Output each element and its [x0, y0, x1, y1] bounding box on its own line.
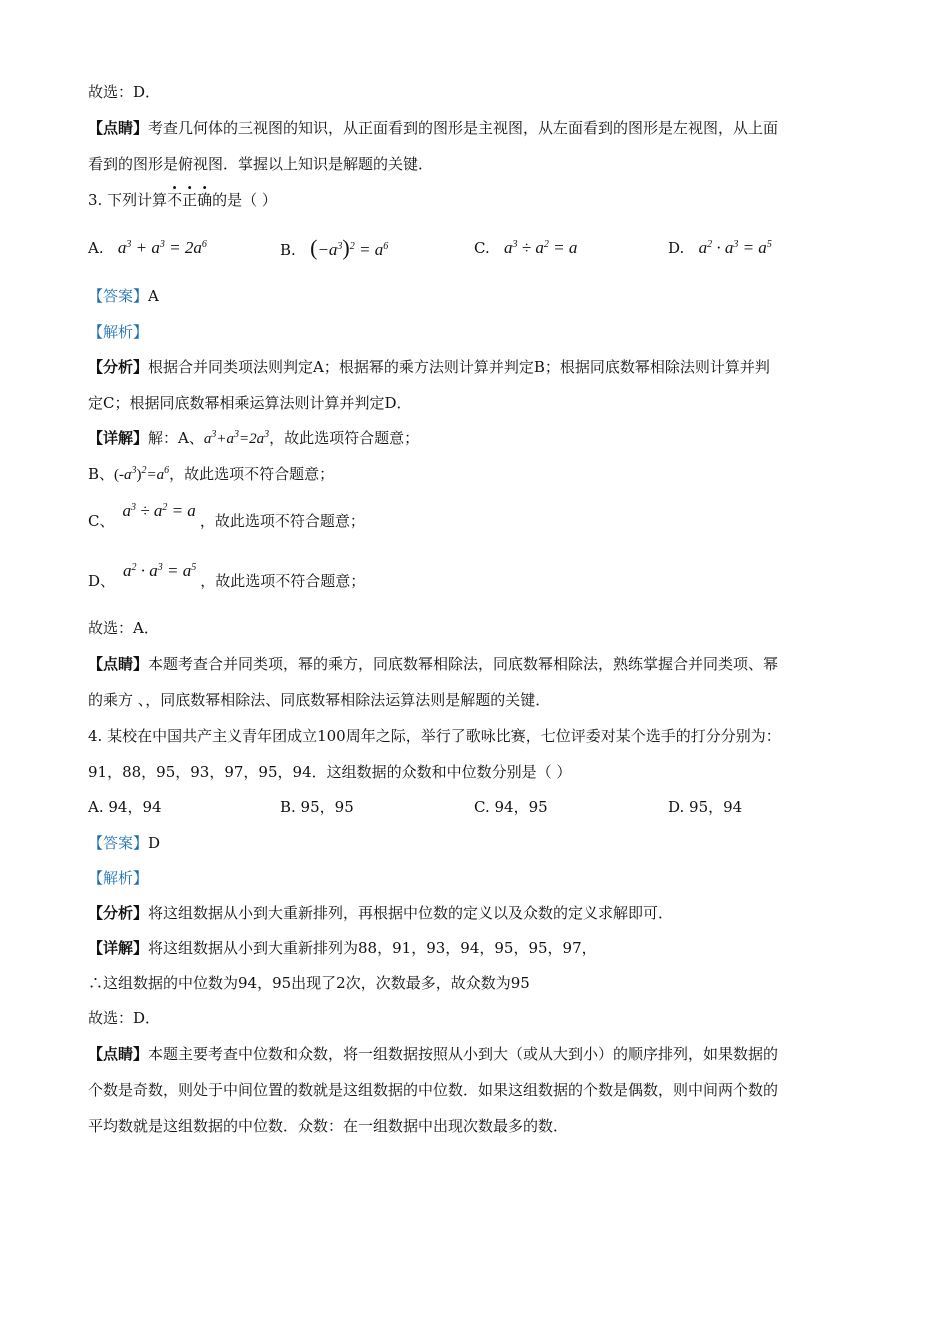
q3-detail-b-formula: $(-a^3)^2=a^6$: [114, 465, 170, 483]
q2-comment-tag: 【点睛】: [88, 119, 149, 137]
q3-detail-c-prefix: C、: [88, 512, 115, 530]
q4-detail: [88, 938, 597, 958]
q4-option-d: D. 95，94: [668, 798, 743, 816]
q4-comment-line-3: 平均数就是这组数据的中位数．众数：在一组数据中出现次数最多的数．: [88, 1117, 569, 1135]
q3-detail-d: [88, 561, 366, 591]
q2-comment-line-1: [88, 118, 778, 138]
q3-option-c-formula: $a^3 \div a^2 = a$: [504, 238, 578, 257]
q3-detail-a-suffix: ，故此选项符合题意；: [269, 429, 420, 447]
q3-fenxi-line-2: 定C；根据同底数幂相乘运算法则计算并判定D．: [88, 394, 412, 412]
q4-answer-tag: 【答案】: [88, 834, 149, 852]
q3-detail-c: [88, 501, 365, 531]
q4-analysis-tag: 【解析】: [88, 869, 149, 887]
q3-detail-c-formula: $a^3 \div a^2 = a$: [122, 501, 196, 520]
q3-option-c-label: C.: [474, 239, 490, 257]
q4-fenxi: [88, 903, 673, 923]
q2-comment-line-2: 看到的图形是俯视图．掌握以上知识是解题的关键．: [88, 155, 434, 173]
q4-detail-text: 将这组数据从小到大重新排列为88，91，93，94，95，95，97，: [148, 939, 597, 957]
q3-answer-value: A: [148, 287, 159, 305]
q4-fenxi-text: 将这组数据从小到大重新排列，再根据中位数的定义以及众数的定义求解即可．: [148, 904, 674, 922]
q3-fenxi-tag: 【分析】: [88, 358, 149, 376]
q3-detail-a: [88, 428, 419, 449]
q4-stem-line-2: 91，88，95，93，97，95，94．这组数据的众数和中位数分别是（ ）: [88, 763, 572, 781]
q3-analysis-tag: 【解析】: [88, 323, 149, 341]
q3-fenxi-text-1: 根据合并同类项法则判定A；根据幂的乘方法则计算并判定B；根据同底数幂相除法则计算并判: [148, 358, 770, 376]
q4-option-b: B. 95，95: [280, 798, 354, 816]
q3-emphasis-char-1: 不: [167, 191, 183, 209]
q3-option-d-label: D.: [668, 239, 685, 257]
q3-detail-a-prefix: 解：A、: [148, 429, 204, 447]
q3-answer: [88, 286, 159, 306]
q3-detail-tag: 【详解】: [88, 429, 149, 447]
q3-detail-b: [88, 464, 334, 485]
q3-detail-d-formula: $a^2 \cdot a^3 = a^5$: [123, 561, 197, 580]
q4-therefore: ∴这组数据的中位数为94，95出现了2次，次数最多，故众数为95: [88, 974, 530, 992]
q4-comment-line-1: [88, 1044, 778, 1064]
q4-option-c: C. 94，95: [474, 798, 548, 816]
q4-stem-line-1: 4. 某校在中国共产主义青年团成立100周年之际，举行了歌咏比赛，七位评委对某个选手的打分分别为：: [88, 727, 781, 745]
q4-comment-text-1: 本题主要考查中位数和众数，将一组数据按照从小到大（或从大到小）的顺序排列，如果数据的: [148, 1045, 779, 1063]
q3-option-d: [668, 238, 772, 258]
q4-answer: [88, 833, 160, 853]
q3-option-b-formula: $(-a^3)^2 = a^6$: [310, 235, 389, 260]
q3-detail-b-prefix: B、: [88, 465, 115, 483]
q3-comment-tag: 【点睛】: [88, 655, 149, 673]
q4-detail-tag: 【详解】: [88, 939, 149, 957]
q3-fenxi-line-1: [88, 357, 770, 377]
q4-fenxi-tag: 【分析】: [88, 904, 149, 922]
q3-stem: [88, 190, 277, 210]
q3-detail-c-suffix: ，故此选项不符合题意；: [199, 512, 365, 530]
q3-comment-line-1: [88, 654, 778, 674]
q2-comment-text-1: 考查几何体的三视图的知识，从正面看到的图形是主视图，从左面看到的图形是左视图，从上面: [148, 119, 779, 137]
q3-choice: 故选：A．: [88, 619, 159, 637]
q4-choice: 故选：D．: [88, 1009, 161, 1027]
q3-option-b-label: B.: [280, 241, 296, 259]
q3-stem-prefix: 3. 下列计算: [88, 191, 168, 209]
q3-option-a-label: A.: [88, 239, 104, 257]
q2-choice: 故选：D．: [88, 83, 161, 101]
q3-emphasis-char-2: 正: [182, 191, 198, 209]
q4-comment-tag: 【点睛】: [88, 1045, 149, 1063]
q4-option-a: A. 94，94: [88, 798, 162, 816]
q3-stem-suffix: 的是（ ）: [212, 191, 277, 209]
q3-comment-text-1: 本题考查合并同类项，幂的乘方，同底数幂相除法，同底数幂相除法，熟练掌握合并同类项、幂: [148, 655, 779, 673]
q3-detail-b-suffix: ，故此选项不符合题意；: [169, 465, 335, 483]
q3-option-a-formula: $a^3 + a^3 = 2a^6$: [117, 238, 207, 257]
q3-detail-d-prefix: D、: [88, 572, 116, 590]
q3-detail-a-formula: $a^3+a^3=2a^3$: [203, 429, 270, 447]
q3-option-d-formula: $a^2 \cdot a^3 = a^5$: [698, 238, 772, 257]
q4-comment-line-2: 个数是奇数，则处于中间位置的数就是这组数据的中位数．如果这组数据的个数是偶数，则中间两个数的: [88, 1081, 779, 1099]
q3-option-c: [474, 238, 577, 258]
q3-comment-line-2: 的乘方 、，同底数幂相除法、同底数幂相除法运算法则是解题的关键．: [88, 691, 551, 709]
q4-answer-value: D: [148, 834, 161, 852]
q3-answer-tag: 【答案】: [88, 287, 149, 305]
q3-detail-d-suffix: ，故此选项不符合题意；: [200, 572, 366, 590]
q3-option-a: [88, 238, 207, 258]
q3-option-b: [280, 235, 389, 260]
q3-emphasis-char-3: 确: [197, 191, 213, 209]
